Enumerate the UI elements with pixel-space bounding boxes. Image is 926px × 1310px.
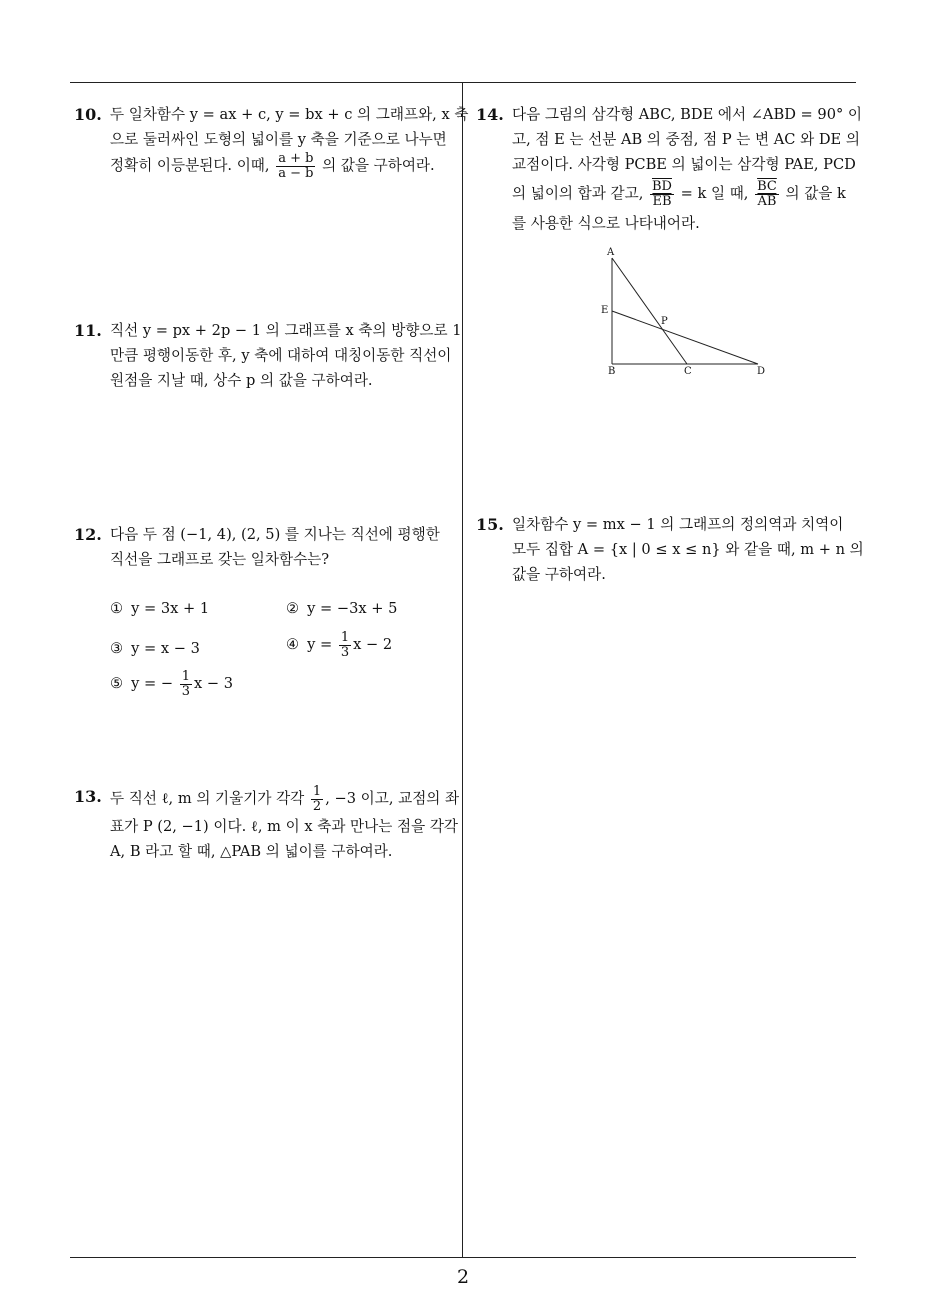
problem-text: 표가 P (2, −1) 이다. ℓ, m 이 x 축과 만나는 점을 각각: [110, 818, 459, 835]
problem-text: 직선 y = px + 2p − 1 의 그래프를 x 축의 방향으로 1: [110, 322, 462, 339]
problem-text: = k 일 때,: [680, 185, 749, 202]
page-number: 2: [456, 1266, 470, 1288]
problem-text: 두 일차함수 y = ax + c, y = bx + c 의 그래프와, x 축: [110, 106, 469, 123]
problem-text: 으로 둘러싸인 도형의 넓이를 y 축을 기준으로 나누면: [110, 131, 447, 148]
problem-number: 11.: [74, 321, 102, 340]
choice-1[interactable]: [110, 600, 209, 617]
choice-text: y = 3x + 1: [131, 600, 210, 617]
problem-text: 를 사용한 식으로 나타내어라.: [512, 215, 700, 232]
label-b: B: [608, 366, 616, 377]
fraction: [650, 180, 674, 208]
choice-4[interactable]: [286, 631, 392, 659]
choice-mark: ⑤: [110, 675, 124, 693]
problem-text: 두 직선 ℓ, m 의 기울기가 각각: [110, 790, 305, 807]
problem-text: 다음 두 점 (−1, 4), (2, 5) 를 지나는 직선에 평행한: [110, 526, 440, 543]
fraction: [276, 152, 315, 180]
problem-text: 모두 집합 A = {x | 0 ≤ x ≤ n} 와 같을 때, m + n 의: [512, 541, 864, 558]
problem-text: 의 값을 구하여라.: [322, 157, 435, 175]
fraction-denominator: AB: [757, 193, 777, 209]
choice-text: x − 2: [353, 636, 393, 654]
problem-text: 원점을 지날 때, 상수 p 의 값을 구하여라.: [110, 372, 373, 389]
choice-text: y = −3x + 5: [307, 600, 398, 617]
choice-5[interactable]: [110, 670, 233, 698]
problem-text: A, B 라고 할 때, △PAB 의 넓이를 구하여라.: [110, 843, 393, 860]
fraction-numerator: $\overline{BC}$: [757, 178, 777, 194]
problem-number: 12.: [74, 525, 102, 544]
label-p: P: [661, 316, 668, 327]
problem-text: 의 값을 k: [785, 185, 846, 202]
fraction-numerator: a + b: [278, 151, 314, 166]
problem-text-line: [110, 784, 458, 814]
problem-text: 다음 그림의 삼각형 ABC, BDE 에서 ∠ABD = 90° 이: [512, 106, 863, 123]
choice-3[interactable]: [110, 640, 200, 657]
problem-text: 일차함수 y = mx − 1 의 그래프의 정의역과 치역이: [512, 516, 844, 533]
problem-text: 만큼 평행이동한 후, y 축에 대하여 대칭이동한 직선이: [110, 347, 452, 364]
segment-ed: [612, 311, 758, 364]
label-a: A: [607, 247, 615, 258]
problem-number: 14.: [476, 105, 504, 124]
fraction: [755, 180, 779, 208]
fraction-denominator: 2: [312, 798, 322, 814]
choice-mark: ④: [286, 636, 300, 654]
problem-15: [476, 512, 864, 587]
problem-14: [476, 102, 863, 236]
fraction-denominator: EB: [652, 193, 672, 209]
problem-text: 고, 점 E 는 선분 AB 의 중점, 점 P 는 변 AC 와 DE 의: [512, 131, 860, 148]
label-c: C: [684, 366, 692, 377]
problem-11: [74, 318, 462, 393]
problem-text-line: [512, 177, 860, 211]
choice-text: y =: [307, 636, 333, 654]
fraction-numerator: 1: [181, 669, 190, 684]
problem-10: [74, 102, 469, 181]
segment-ac: [612, 258, 687, 364]
fraction-numerator: 1: [340, 630, 350, 645]
fraction: [339, 631, 351, 659]
triangle-figure: [600, 244, 780, 383]
top-rule: [70, 82, 856, 83]
problem-text: , −3 이고, 교점의 좌: [325, 790, 460, 807]
choice-text: x − 3: [194, 675, 234, 693]
fraction-numerator: 1: [312, 783, 322, 799]
choice-mark: ①: [110, 600, 124, 617]
fraction: [180, 670, 192, 698]
fraction: [311, 785, 323, 813]
problem-text: 직선을 그래프로 갖는 일차함수는?: [110, 551, 330, 568]
problem-13: [74, 784, 458, 864]
problem-text: 의 넓이의 합과 같고,: [512, 185, 644, 202]
label-d: D: [757, 366, 766, 377]
problem-text-line: [110, 152, 458, 180]
bottom-rule: [70, 1257, 856, 1258]
problem-12: [74, 522, 458, 572]
choice-mark: ③: [110, 640, 124, 657]
fraction-numerator: $\overline{BD}$: [651, 178, 672, 194]
problem-text: 정확히 이등분된다. 이때,: [110, 157, 270, 175]
choice-mark: ②: [286, 600, 300, 617]
choice-text: y = −: [131, 675, 174, 693]
problem-text: 교점이다. 사각형 PCBE 의 넓이는 삼각형 PAE, PCD: [512, 156, 856, 173]
choice-text: y = x − 3: [131, 640, 200, 657]
choice-2[interactable]: [286, 600, 397, 617]
problem-number: 13.: [74, 787, 102, 806]
problem-number: 15.: [476, 515, 504, 534]
problem-number: 10.: [74, 105, 102, 124]
triangle-diagram: [600, 244, 780, 379]
fraction-denominator: a − b: [278, 165, 314, 181]
problem-text: 값을 구하여라.: [512, 566, 606, 583]
fraction-denominator: 3: [181, 683, 190, 699]
column-divider: [462, 82, 463, 1257]
label-e: E: [601, 305, 609, 316]
fraction-denominator: 3: [340, 644, 350, 660]
